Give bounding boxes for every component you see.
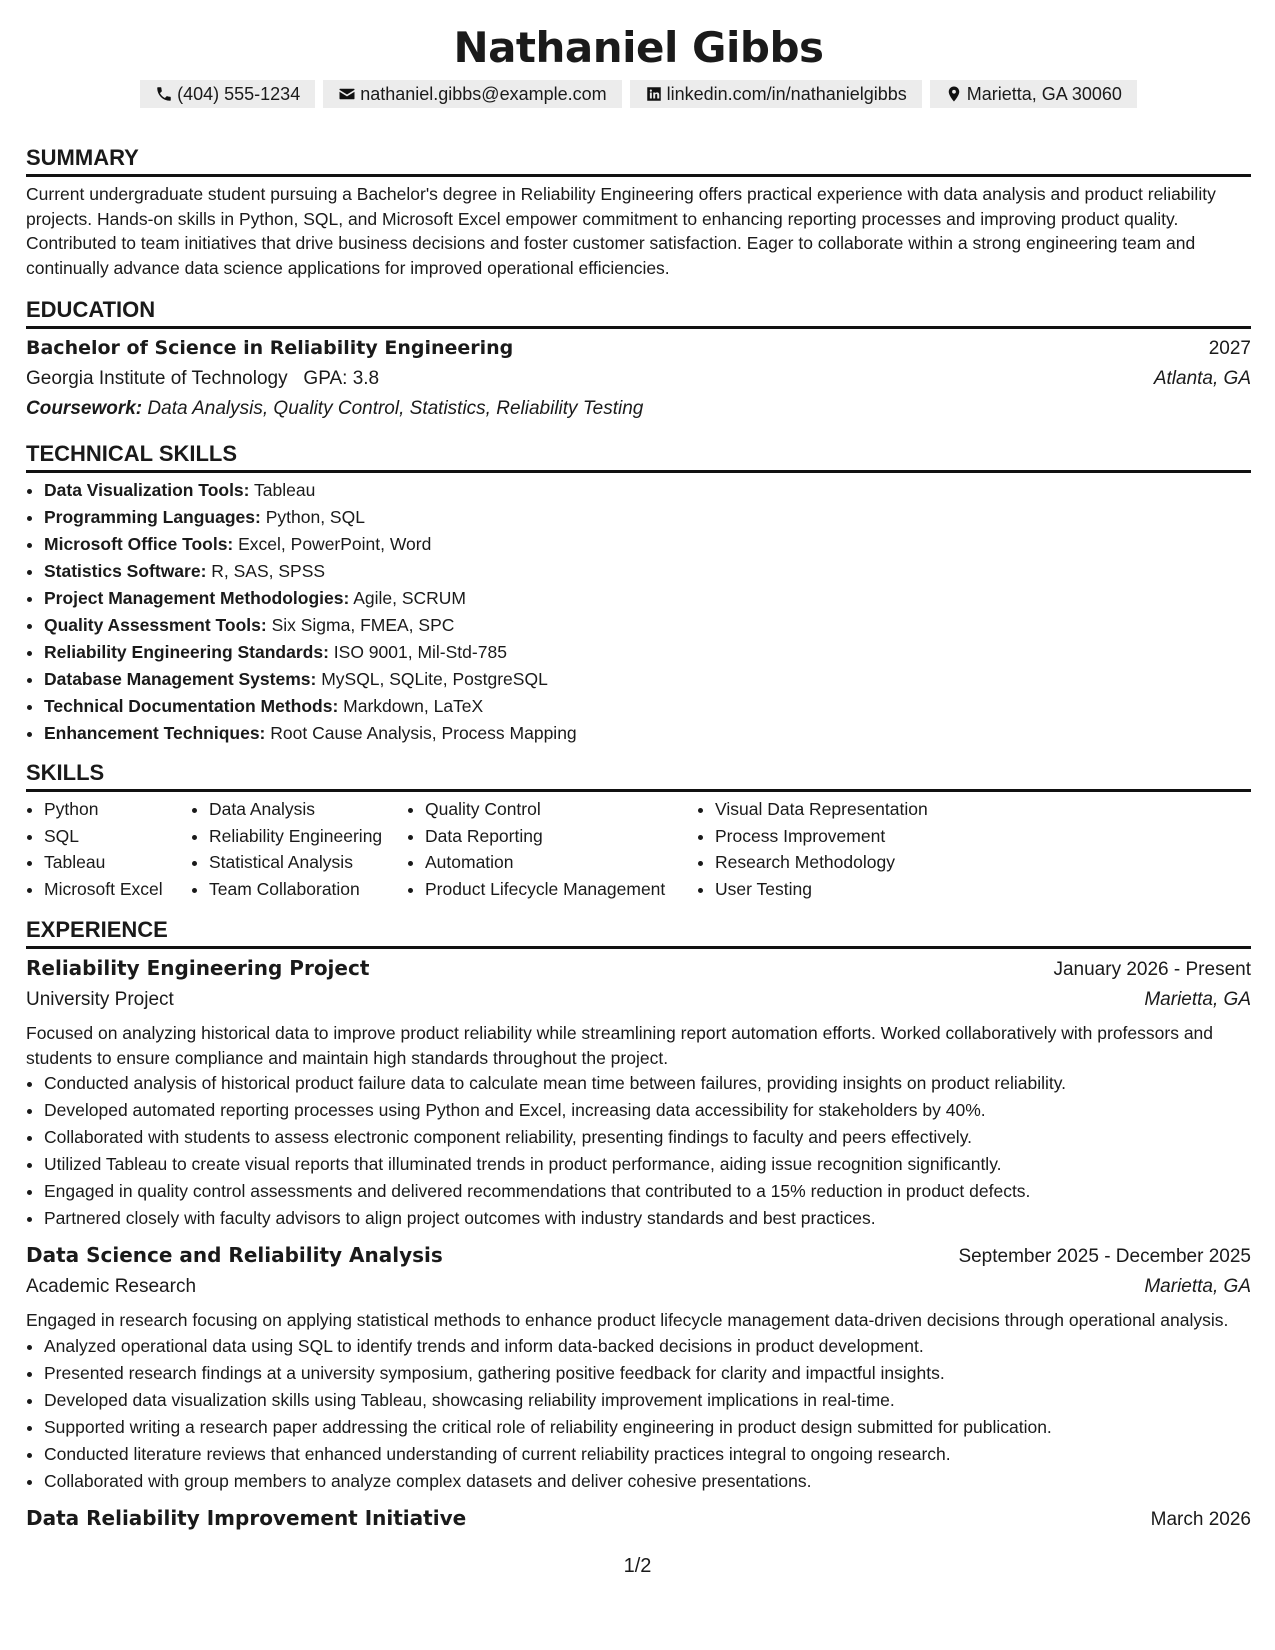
list-item: • Utilized Tableau to create visual reports that illuminated trends in product performance, aiding issue recognition significantly.: [44, 1151, 1251, 1178]
list-item: • Reliability Engineering: [209, 823, 407, 850]
email-text: nathaniel.gibbs@example.com: [360, 84, 607, 104]
list-item: • Quality Assessment Tools: Six Sigma, FMEA, SPC: [44, 612, 1251, 639]
map-marker-icon: [945, 85, 963, 103]
envelope-icon: [338, 85, 356, 103]
list-item: • Data Analysis: [209, 796, 407, 823]
resume-page: [26, 20, 1251, 1535]
candidate-name: Nathaniel Gibbs: [453, 23, 824, 72]
skills-grid: [26, 796, 1251, 902]
job-organization: Academic Research: [26, 1276, 197, 1297]
location-text: Marietta, GA 30060: [966, 84, 1122, 104]
list-item: • Product Lifecycle Management: [425, 876, 697, 903]
summary-text: Current undergraduate student pursuing a Bachelor's degree in Reliability Engineering offers practical experience with data analysis and product reliability projects. Hands-on skills in Python, SQL, and Microsoft Excel empower commitment to enhancing reporting processes and improving product quality. Contributed to team initiatives that drive business decisions and foster customer satisfaction. Eager to collaborate within a strong engineering team and continually advance data science applications for improved operational efficiencies.: [26, 184, 1216, 278]
list-item: • Research Methodology: [715, 849, 928, 876]
job-title: Data Reliability Improvement Initiative: [26, 1505, 467, 1530]
job-dates: January 2026 - Present: [1053, 959, 1251, 980]
list-item: • Process Improvement: [715, 823, 928, 850]
contact-phone[interactable]: [140, 80, 315, 108]
list-item: • Developed automated reporting processes using Python and Excel, increasing data accessibility for stakeholders by 40%.: [44, 1097, 1251, 1124]
job-location: Marietta, GA: [1144, 1276, 1251, 1297]
job-title: Data Science and Reliability Analysis: [26, 1243, 443, 1267]
contact-linkedin[interactable]: [630, 80, 922, 108]
page-number: 1/2: [623, 1555, 652, 1577]
list-item: • Team Collaboration: [209, 876, 407, 903]
school-gpa: Georgia Institute of Technology GPA: 3.8: [26, 368, 380, 389]
list-item: • Reliability Engineering Standards: ISO 9001, Mil-Std-785: [44, 639, 1251, 666]
skills-column-2: [191, 796, 407, 902]
list-item: • Developed data visualization skills using Tableau, showcasing reliability improvement implications in real-time.: [44, 1387, 1251, 1414]
list-item: • Engaged in quality control assessments and delivered recommendations that contributed to a 15% reduction in product defects.: [44, 1178, 1251, 1205]
job-organization: University Project: [26, 989, 174, 1010]
graduation-year: 2027: [1208, 338, 1251, 359]
skills-column-4: [697, 796, 928, 902]
degree-title: Bachelor of Science in Reliability Engineering: [26, 337, 514, 359]
coursework-list: Data Analysis, Quality Control, Statistics, Reliability Testing: [142, 398, 644, 419]
job-location: Marietta, GA: [1144, 989, 1251, 1010]
list-item: • Enhancement Techniques: Root Cause Analysis, Process Mapping: [44, 720, 1251, 747]
job-entry-1: [26, 953, 1251, 1232]
list-item: • Python: [44, 796, 191, 823]
list-item: • User Testing: [715, 876, 928, 903]
skills-column-3: [407, 796, 697, 902]
technical-skills-heading: TECHNICAL SKILLS: [26, 440, 1251, 473]
phone-text: (404) 555-1234: [177, 84, 301, 104]
job-title: Reliability Engineering Project: [26, 956, 370, 980]
job-entry-3: [26, 1503, 1251, 1535]
list-item: • Technical Documentation Methods: Markdown, LaTeX: [44, 693, 1251, 720]
job-dates: March 2026: [1150, 1508, 1251, 1530]
list-item: • Conducted literature reviews that enhanced understanding of current reliability practices integral to ongoing research.: [44, 1441, 1251, 1468]
contact-bar: [26, 80, 1251, 108]
list-item: • Programming Languages: Python, SQL: [44, 504, 1251, 531]
list-item: • Tableau: [44, 849, 191, 876]
list-item: • Data Visualization Tools: Tableau: [44, 477, 1251, 504]
list-item: • Supported writing a research paper addressing the critical role of reliability engineering in product design submitted for publication.: [44, 1414, 1251, 1441]
summary-heading: SUMMARY: [26, 144, 1251, 177]
list-item: • Statistical Analysis: [209, 849, 407, 876]
list-item: • Project Management Methodologies: Agile, SCRUM: [44, 585, 1251, 612]
education-degree-row: [26, 333, 1251, 364]
list-item: • Collaborated with students to assess electronic component reliability, presenting findings to faculty and peers effectively.: [44, 1124, 1251, 1151]
contact-email[interactable]: [323, 80, 621, 108]
job-description: Engaged in research focusing on applying statistical methods to enhance product lifecycle management data-driven decisions through operational analysis.: [26, 1310, 1229, 1330]
coursework-label: Coursework:: [26, 398, 143, 419]
list-item: • SQL: [44, 823, 191, 850]
list-item: • Microsoft Excel: [44, 876, 191, 903]
list-item: • Presented research findings at a university symposium, gathering positive feedback for clarity and impactful insights.: [44, 1360, 1251, 1387]
job-description: Focused on analyzing historical data to improve product reliability while streamlining report automation efforts. Worked collaboratively with professors and students to ensure compliance and maintain high standards throughout the project.: [26, 1023, 1214, 1068]
list-item: • Collaborated with group members to analyze complex datasets and deliver cohesive presentations.: [44, 1468, 1251, 1495]
list-item: • Statistics Software: R, SAS, SPSS: [44, 558, 1251, 585]
technical-skills-list: [26, 477, 1251, 747]
list-item: • Partnered closely with faculty advisors to align project outcomes with industry standards and best practices.: [44, 1205, 1251, 1232]
list-item: • Conducted analysis of historical product failure data to calculate mean time between failures, providing insights on product reliability.: [44, 1070, 1251, 1097]
phone-icon: [155, 85, 173, 103]
skills-column-1: [26, 796, 191, 902]
experience-heading: EXPERIENCE: [26, 916, 1251, 949]
coursework-line: [26, 394, 1251, 424]
list-item: • Quality Control: [425, 796, 697, 823]
list-item: • Visual Data Representation: [715, 796, 928, 823]
linkedin-text: linkedin.com/in/nathanielgibbs: [666, 84, 907, 104]
list-item: • Data Reporting: [425, 823, 697, 850]
job-dates: September 2025 - December 2025: [958, 1246, 1251, 1267]
skills-heading: SKILLS: [26, 759, 1251, 792]
linkedin-icon: [645, 85, 663, 103]
list-item: • Microsoft Office Tools: Excel, PowerPoint, Word: [44, 531, 1251, 558]
list-item: • Analyzed operational data using SQL to identify trends and inform data-backed decisions in product development.: [44, 1333, 1251, 1360]
list-item: • Automation: [425, 849, 697, 876]
job-bullets: [26, 1070, 1251, 1232]
job-entry-2: [26, 1240, 1251, 1495]
list-item: • Database Management Systems: MySQL, SQLite, PostgreSQL: [44, 666, 1251, 693]
job-bullets: [26, 1333, 1251, 1495]
education-school-row: [26, 364, 1251, 394]
school-location: Atlanta, GA: [1153, 368, 1251, 389]
contact-location[interactable]: [930, 80, 1137, 108]
education-heading: EDUCATION: [26, 296, 1251, 329]
